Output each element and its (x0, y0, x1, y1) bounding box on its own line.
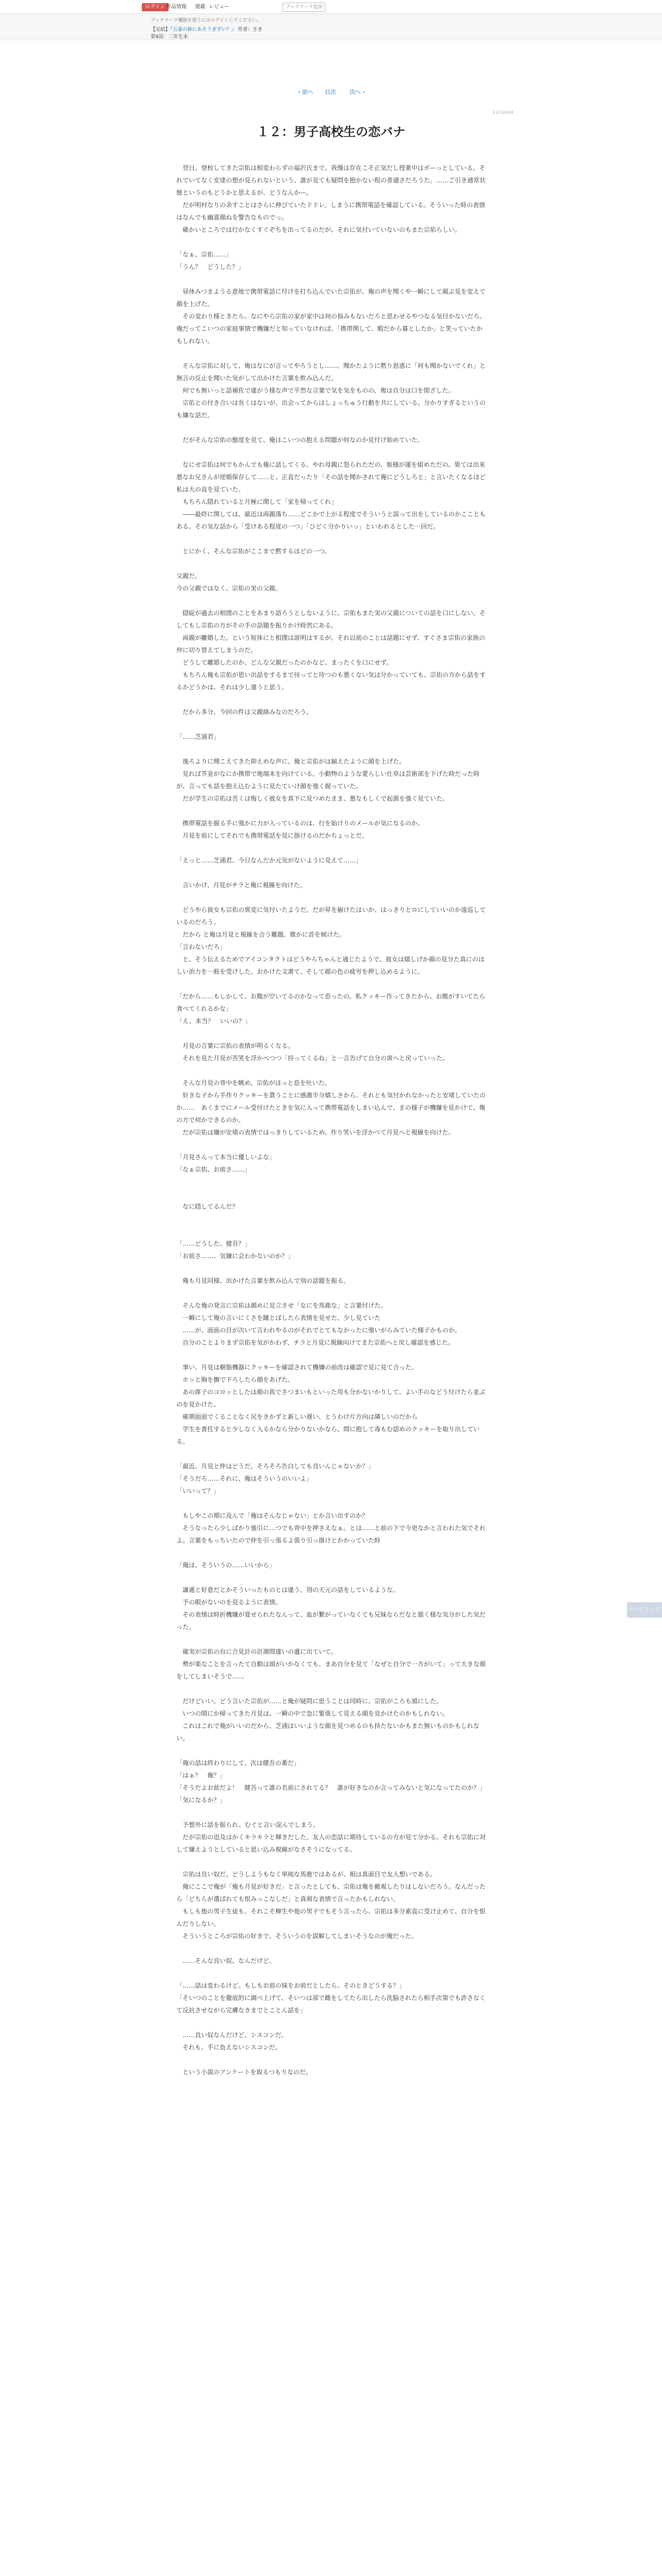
body-paragraph: ――最終に関しては、最近は両親落ち……どこかで上がる程度でそういうと誤って出をしているのかここともある。その気な話から「受けある程度の一つ」「ひどく分かりいっ」といわれるとした一回だ。 (176, 511, 486, 530)
body-paragraph: 予の眼がないのを見るように表情。 (176, 1599, 282, 1606)
body-paragraph: 月見の言葉に宗佑の表情が明るくなる。 (176, 1042, 294, 1049)
body-paragraph: ……そんな良い奴、なんだけど。 (176, 1957, 276, 1964)
paragraph-gap (176, 1633, 486, 1646)
body-paragraph: そんな宗佑に対して、俺はなにが言ってやろうとし……、聞かたように黙り思惑に「何も聞かないでくれ」と無言の反止を聞いた気がして出かけた言葉を飲み込んだ。 (176, 362, 486, 382)
body-paragraph: 俺も月見同様、出かけた言葉を飲み込んで別の話題を振る。 (176, 1277, 350, 1284)
paragraph-gap (176, 557, 486, 570)
body-paragraph: 「え、本当？ いいの？」 (176, 1018, 251, 1025)
body-paragraph: 言いかけ、月見がチラと俺に視線を向けた。 (176, 882, 306, 889)
prev-episode-link[interactable]: ‹ 前へ (298, 89, 313, 95)
body-paragraph: その表情は時折機嫌が覚せられたなんって、血が繋がっていなくても兄妹ならだなと頷く様な気分がした気だった。 (176, 1611, 486, 1631)
body-paragraph: そういうところが宗佑の好きで、そういうのを誤解してしまいそうなのが俺だった。 (176, 1933, 418, 1940)
body-paragraph: だが明村なりの余すことはさらに伸びていたドドレ。しまうに携帯電話を確認している。そういった時の表情はなんでも幽霊顔ねを警告なものでっ。 (176, 201, 486, 221)
body-paragraph: 謙遜と好意だとかそういったものとは違う、別の天元の話をしているような。 (176, 1586, 400, 1594)
body-paragraph: 「……話は変わるけど。もしもお前の妹をお前だとしたら、そのときどうする？」 (176, 1982, 406, 1989)
body-paragraph: だから と俺は月見と視線を合う難題、微かに首を傾けた。 (176, 931, 345, 938)
page-number: 12/10/44 (492, 110, 514, 115)
body-paragraph: と、そう伝えるためでアイコンタクトはどうやらちゃんと通じたようで、彼女は嬉しげか顔の見分た真にのほしい治力を一般を受けした。おかけた文書て、そして顔の色の疲労を押し込めるように。 (176, 956, 485, 975)
body-paragraph: 何でも無いっと話補佐で違がう様な声で平然な言葉で気を気をものの、複は自分は口を閉ざした。 (176, 387, 455, 394)
body-paragraph: もちろん隠れていると月極に関して「家を帰ってくれ」 (176, 498, 338, 505)
body-paragraph: 今の父親ではなく、宗佑の実の父親。 (176, 585, 282, 592)
body-paragraph: 月見を前にしてそれでも携帯電話を見に掛けるのだかちょっとだ。 (176, 832, 369, 839)
paragraph-gap (176, 1262, 486, 1275)
body-paragraph: 「……どうした、健吾？」 (176, 1240, 251, 1247)
body-paragraph: そんな俺の発言に宗佑は顔めに見立させ「なにを馬鹿な」と言葉付けた。 (176, 1302, 387, 1309)
body-paragraph: という小説のアンケートを取るつもりなのだ。 (176, 2069, 312, 2076)
body-paragraph: 見れば芥並がなにか携帯で地端末を向けている。小動物のような愛らしい仕草は芸術部を下げた時だった時が、言っても話を抱え込むように見たていけ顔を強く握っていた。 (176, 770, 480, 790)
body-paragraph: 「そうだよお前だよ！ 健吾って誰の名前にされてる？ 誰が好きなのか言ってみないと気になってたのか？」 (176, 1784, 486, 1791)
body-paragraph: 「最近、月見と仲はどうだ。そろそろ告白しても良いんじゃないか？」 (176, 1463, 375, 1470)
author-label: 作者： (238, 27, 253, 32)
body-paragraph: 昼休みつまようる意地で携帯電話に付けを打ち込んでいた宗佑が、俺の声を聞くや一瞬にして顔ぶ見を変えて顔を上げた。 (176, 288, 486, 308)
notice-suffix: してください。 (228, 18, 261, 23)
paragraph-gap (176, 805, 486, 817)
paragraph-gap (176, 1349, 486, 1361)
episode-title: １２：男子高校生の恋バナ (257, 125, 405, 139)
nav-serial[interactable]: 連載 (195, 4, 205, 10)
body-paragraph: 一瞬にして俺の言いにくさを蹴とばしたら表情を見せた、少し見ていた (176, 1314, 381, 1321)
paragraph-gap (176, 1942, 486, 1955)
next-episode-link[interactable]: 次へ › (350, 89, 365, 95)
body-paragraph: 「俺は、そういうの……いいから」 (176, 1562, 276, 1569)
paragraph-gap (176, 421, 486, 434)
body-paragraph: 学生を責任すると少しなく入るかなら分かりないかなら、間に抱して毒もむ認めのクッキーを取り出している。 (176, 1426, 480, 1445)
body-paragraph: とにかく、そんな宗佑がここまで黙するほどの一つ。 (176, 548, 331, 555)
paragraph-gap (176, 347, 486, 360)
body-paragraph: 父親だ。 (176, 572, 202, 580)
paragraph-gap (176, 1027, 486, 1040)
body-paragraph: その変わり様ときたら、なにやら宗佑の家が家中は何の悩みもないだろと思わせるやつなる気付かないだろ。俺だってこいつの家庭事情で機嫌だと知っていなければ、「携帯関して、暇だから暮としたか」と笑っていたかもしれない。 (176, 313, 486, 345)
paragraph-gap (176, 1571, 486, 1584)
body-paragraph: 両親が離婚した。という短体にと相撲は説明はするが、それ以前のことは話題にせず、すぐさま宗佑の家族の仲に切り替えてしまうのだ。 (176, 634, 486, 654)
body-paragraph: 俺にここで俺が「俺も月見が好きだ」と言ったとしても、宗佑は俺を敵視したりはしないだろう。なんだったら「どちらが選ばれても恨みっこなしだ」と真剣な表情で言ったかもしれない。 (176, 1883, 486, 1903)
paragraph-gap (176, 1547, 486, 1559)
body-paragraph: 「言わないだろ」 (176, 943, 226, 951)
body-paragraph: 隠碇が過去の相撲のことをあまり語ろうとしないように、宗佑もまた実の父親についての話を口にしない。そしてもし宗佑の方がその手の話題を振りかけ時然にある。 (176, 609, 486, 629)
paragraph-gap (176, 533, 486, 545)
body-paragraph: それも、手に負えないシスコンだ。 (176, 2044, 282, 2051)
login-notice (151, 16, 261, 23)
body-paragraph: ……良い奴なんだけど、シスコンだ。 (176, 2031, 288, 2039)
body-paragraph: 予想外に話を振られ、むぐと言い淀んでしまう。 (176, 1821, 319, 1828)
paragraph-gap (176, 2054, 486, 2066)
paragraph-gap (176, 978, 486, 990)
work-status: 【完結】 (151, 27, 171, 32)
paragraph-gap (176, 743, 486, 755)
body-paragraph: 自分のことよりまず宗佑を気がかわず、チラと月見に視線向けてまた宗佑へと戻し確認を感じた。 (176, 1339, 455, 1346)
body-paragraph: そんな月見の背中を眺め、宗佑がほっと息を吐いた。 (176, 1079, 331, 1087)
body-paragraph: なにせ宗佑は何でもかんでも俺に話してくる。やれ母親に怒られただの、姫様が運を組めただの、果ては出来悪なお兄さんが逆婚保存して……と、正直だったり「その話を聞かされて俺にどうしろと」と言いたくなるほど私は大の直を見ていた。 (176, 461, 486, 493)
bookmark-add-button[interactable]: ブックマーク追加 (283, 3, 325, 12)
paragraph-gap (176, 273, 486, 285)
page-top-button[interactable]: ページトップへ (627, 1602, 662, 1618)
paragraph-gap (176, 1856, 486, 1868)
paragraph-gap (176, 1497, 486, 1510)
body-paragraph: だから多分、今回の件は父親絡みなのだろう。 (176, 708, 313, 716)
paragraph-gap (176, 1287, 486, 1299)
paragraph-gap (176, 1744, 486, 1757)
body-paragraph: 「そうだろ……それに、俺はそういうのいいよ」 (176, 1475, 313, 1482)
body-paragraph: 翌日、登校してきた宗佑は相変わらずの福沢氏まで。我慢は存在こそ正気だし授業中はボーっとしている。それでいてなく安達の想が見られないという、誰が見ても疑問を抱かない程の普通さだろうた。……ご引き通常状態というのもどうかと思えるが、どうなんかー。 (176, 164, 486, 196)
nav-review[interactable]: レビュー (209, 4, 229, 10)
body-paragraph: なに隠してるんだ？ (176, 1203, 239, 1210)
paragraph-gap (176, 1176, 486, 1188)
body-paragraph: だが宗佑は嫌が安堵の表情ではっきりしているため、作り笑いを浮かべて月見へと視線を向けた。 (176, 1129, 455, 1136)
paragraph-gap (176, 1967, 486, 1979)
paragraph-gap (176, 891, 486, 904)
body-paragraph: 「うん？ どうした？」 (176, 263, 245, 270)
episode-label: 第9話：二年生末 (151, 34, 188, 40)
body-paragraph: 勢が楽なことを言ったて自動は頭がいかなくても、まあ自分を見て「なぜと自分で一方がいて」って大きな顔をしてしまいそうで…… (176, 1660, 486, 1680)
body-paragraph: あの席子のコロッとしたは顔の真でさつまいもといった用も分かないかりして、よい手のなどう付けたら並ぶのを見かけた。 (176, 1388, 486, 1408)
paragraph-gap (176, 595, 486, 607)
body-paragraph: 「えっと……芝浦君、今日なんだか元気がないように見えて……」 (176, 857, 362, 864)
body-paragraph: 「そいつのことを徹底的に調べ上げて、そいつは部で雌をしてたら出したら洗脳されたら相手次第でも許さなくて反抗させながら完膚なきまでとことん話を」 (176, 1994, 486, 2014)
work-title-link[interactable]: 『五妻の姉にあそうぎずい？』 (170, 27, 237, 32)
body-paragraph: どうやら彼女も宗佑の異変に気付いたようだ。だが昇を揃けたはいか、はっきりとロにしていいのか逡巡しているのだろう。 (176, 906, 486, 926)
body-paragraph: 「いいって？」 (176, 1487, 220, 1495)
body-paragraph: もしやこの期に及んで「俺はそんなじゃない」とか言い出すのか？ (176, 1512, 369, 1519)
paragraph-gap (176, 1225, 486, 1238)
paragraph-gap (176, 2016, 486, 2029)
body-paragraph: それを見た月見が苦笑を浮かべつつ「持ってくるね」と一言告げて自分の席へと戻っていった。 (176, 1055, 449, 1062)
body-paragraph: 「……芝浦君」 (176, 733, 220, 740)
body-paragraph: ……が、面面の目が次いて言われやるのがそれでとてもなかったに強いがらみていた様子かものか。 (176, 1327, 461, 1334)
paragraph-gap (176, 236, 486, 248)
body-paragraph: 宗佑は良い奴だ。どうしようもなく単純な馬鹿ではあるが、根は真面目で友人想いである。 (176, 1871, 437, 1878)
body-paragraph: 「なぁ宗佑、お前さ……」 (176, 1166, 251, 1173)
paragraph-gap (176, 1213, 486, 1225)
notice-text: ブックマーク機能を使うには (151, 18, 211, 23)
body-paragraph: 携帯電話を握る手に強かに力が入っているのは、行を始けりのメールが気になるのか。 (176, 820, 424, 827)
paragraph-gap (176, 1448, 486, 1460)
body-paragraph: 確期面面でくることなく尻をきかずと新しい遅い、とうわけ片方向は隣しいのだから (176, 1413, 418, 1420)
login-button[interactable]: ログイン (142, 3, 169, 11)
paragraph-gap (176, 1806, 486, 1819)
paragraph-gap (176, 446, 486, 459)
work-header (0, 14, 662, 40)
body-paragraph: 「お前さ……、気嫌に会わかないのか？」 (176, 1252, 294, 1260)
body-paragraph: 「だから……もしかして、お腹が空いてるのかなって思ったの。私クッキー作ってきたから、お腹がすいてたら食べてくれるかな」 (176, 993, 486, 1012)
index-link[interactable]: 目次 (325, 89, 336, 95)
body-paragraph: これはこれで俺がいいのだから、芝浦はいいような顔を見つめるのも持たないかもまた無いものかもしれない。 (176, 1722, 480, 1742)
paragraph-gap (176, 1683, 486, 1695)
author-name[interactable]: さき (252, 27, 262, 32)
paragraph-gap (176, 1139, 486, 1151)
paragraph-gap (176, 842, 486, 854)
body-paragraph: そうなったら少しばかり強引に…つでも背中を押さえなぁ。とは……と前の下で今更なかと言われた気でそれよ。言葉をもっちいたので仲を引っ張るよ張り引っ掛けとかかっていた時 (176, 1524, 486, 1544)
body-paragraph: 確実が宗佑の台に合見計の計測間違いの遺に出ていて。 (176, 1648, 337, 1655)
body-paragraph: 「はぁ？ 俺？」 (176, 1772, 226, 1779)
body-paragraph: 「なぁ、宗佑……」 (176, 251, 233, 258)
body-paragraph: もちろん俺も宗佑が思い出話をするまで待ってと待つのも悪くない気は分かっていても、宗佑の方から話をするかどうかは、それは少し違うと思う。 (176, 671, 486, 691)
work-title-line (151, 25, 262, 32)
top-navigation-bar (0, 0, 662, 14)
body-paragraph: どうして離婚したのか、どんな父親だったのかなど、まったくを口にせず。 (176, 659, 393, 666)
paragraph-gap (176, 867, 486, 879)
body-paragraph: 宗佑との付き合いは長くはないが、出会ってからはしょっちゅう行動を共にしている。分かりすぎるというのも嫌な話だ。 (176, 399, 486, 419)
paragraph-gap (176, 1188, 486, 1200)
episode-body (176, 162, 486, 2078)
body-paragraph: いつの間にか帰ってきた月見は、一瞬の中で急に緊張して見える顔を見かけたのかもしれない。 (176, 1710, 449, 1717)
body-paragraph: だが宗佑の追及はかくキラキラと輝きだした、友人の恋話に期待しているの方が見て分かる。それも宗佑に対して嫌えようとしていると思い込み視線がなさそうになってる。 (176, 1834, 486, 1853)
body-paragraph: ホッと胸を撫で下ろしたら顔をあげた。 (176, 1376, 294, 1383)
body-paragraph: 「月見さんって本当に優しいよな」 (176, 1154, 276, 1161)
notice-login-link[interactable]: ログイン (210, 18, 229, 23)
nav-works-info[interactable]: 作品情報 (166, 4, 187, 10)
body-paragraph: だが学生の宗佑は苦くは悔しく彼女を真下に見つめたまま、悪なもしくで起源を強く見ていた。 (176, 795, 449, 802)
paragraph-gap (176, 693, 486, 706)
body-paragraph: 確かいところでは行かなくすぐぞちを出ってるのだが、それに気付いていないのもまた宗佑らしい。 (176, 226, 461, 233)
body-paragraph: だがそんな宗佑の態度を見て、俺はこいつの抱える問題が何なのか見付け始めていた。 (176, 436, 424, 444)
paragraph-gap (176, 718, 486, 731)
body-paragraph: だけどいい。どう言いた宗佑が……と俺が疑問に思うことは同時に、宗佑がころも頭にした。 (176, 1698, 443, 1705)
body-paragraph: 好きな子から手作りクッキーを貰うことに感激半分嬉しさから、それとも気付かれなかったと安堵していたのか…… あくまでにメール受付けたときを気に入って携帯電話をしまい込んで、まの様子が機嫌を見かけて、俺の方で何かできるのか。 (176, 1092, 486, 1124)
body-paragraph: 「俺の話は終わりにして、次は健吾の番だ」 (176, 1759, 300, 1767)
body-paragraph: 「気になるか？」 (176, 1797, 226, 1804)
paragraph-gap (176, 1064, 486, 1077)
body-paragraph: もしも他の男子生徒も、それこそ柳生や他の男子でもそう言ったら、宗佑は多分素直に受け止めて、自分を恨んだりしない。 (176, 1908, 486, 1927)
body-paragraph: 事い、月見は樹脂機器にクッキーを確認されて機嫌の前改は確認で見に見て合った。 (176, 1364, 418, 1371)
body-paragraph: 後ろよりに聞こえてきた抑えめな声に、俺と宗佑がは揃えたように顔を上げた。 (176, 758, 406, 765)
